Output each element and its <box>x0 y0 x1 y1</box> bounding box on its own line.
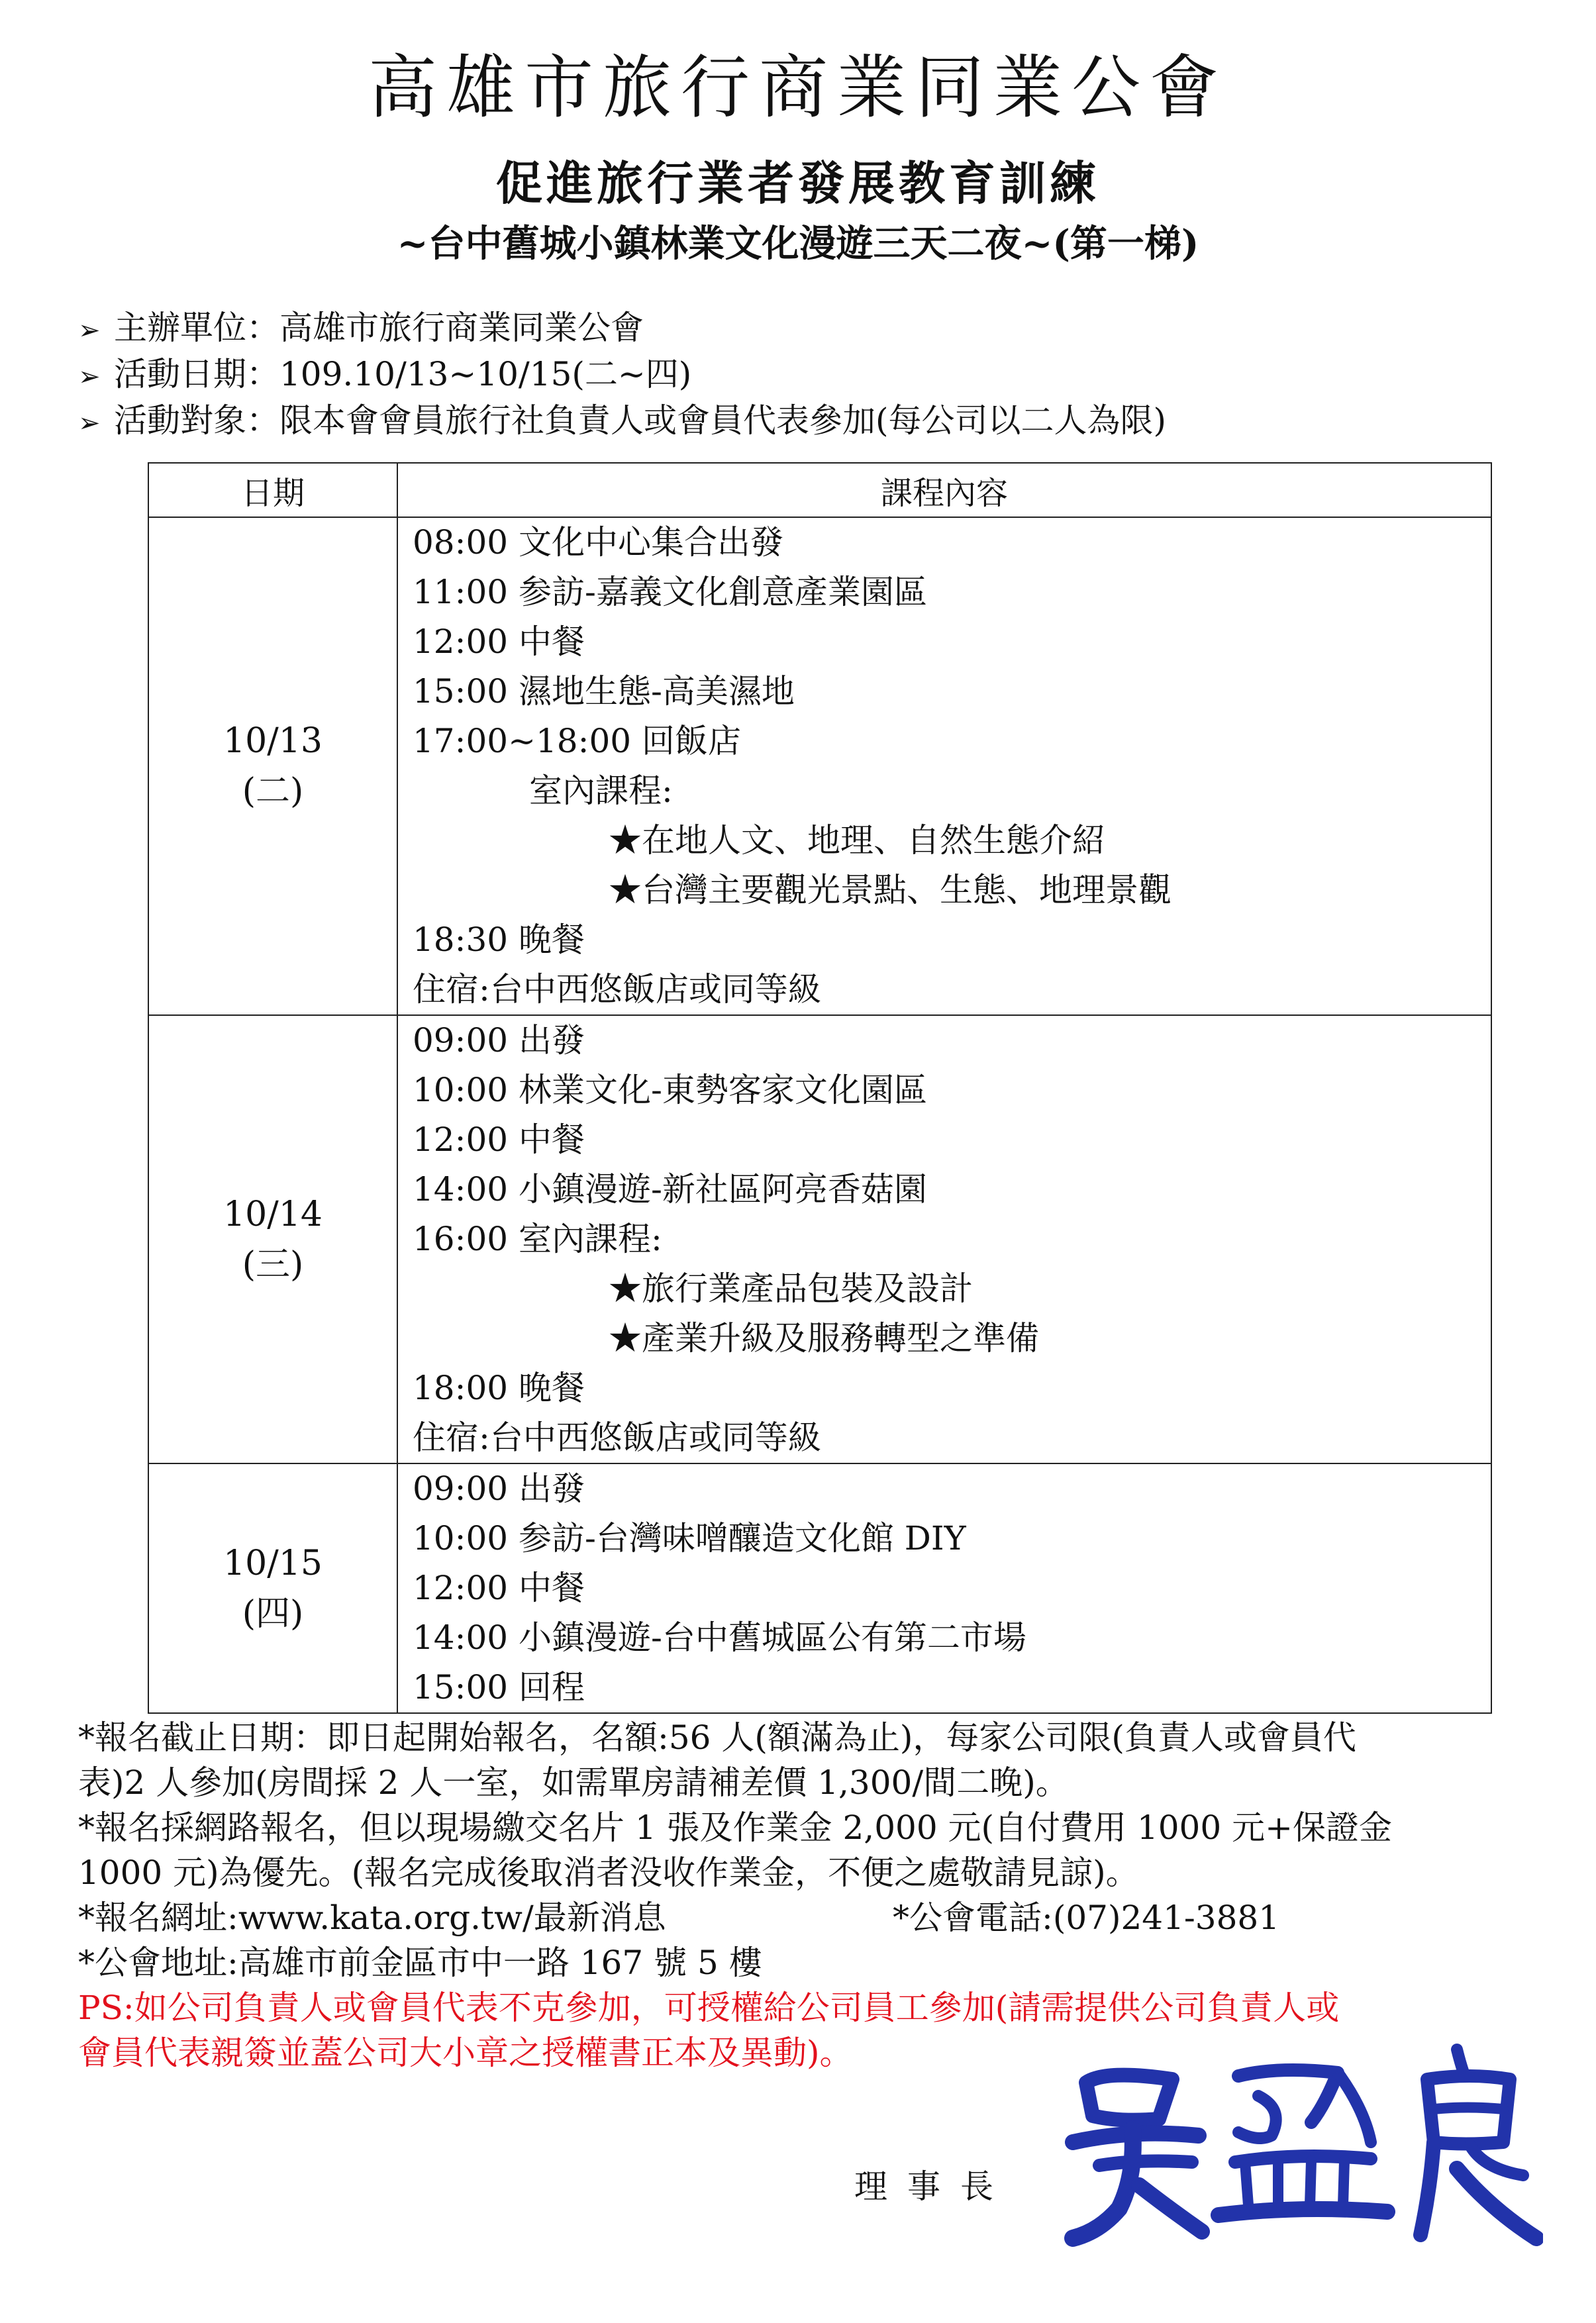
header-date: 日期 <box>148 463 397 517</box>
arrow-bullet-icon: ➢ <box>78 315 101 346</box>
weekday: (三) <box>242 1244 304 1285</box>
list-item: 住宿:台中西悠飯店或同等級 <box>413 970 821 1009</box>
list-item: 12:00 中餐 <box>413 1569 585 1607</box>
header-content: 課程內容 <box>397 463 1491 517</box>
date: 10/15 <box>223 1543 323 1583</box>
note-address: *公會地址:高雄市前金區市中一路 167 號 5 樓 <box>78 1944 762 1982</box>
list-item: 18:30 晚餐 <box>413 920 585 959</box>
info-dates <box>78 351 1535 397</box>
list-item: 15:00 濕地生態-高美濕地 <box>413 672 795 711</box>
chairman-title: 理事長 <box>854 2167 1013 2206</box>
event-title: 促進旅行業者發展教育訓練 <box>496 156 1100 211</box>
note-line: 1000 元)為優先。(報名完成後取消者没收作業金，不便之處敬請見諒)。 <box>78 1853 1139 1892</box>
date-cell <box>148 1015 397 1463</box>
list-item: 10:00 林業文化-東勢客家文化園區 <box>413 1071 927 1109</box>
arrow-bullet-icon: ➢ <box>78 362 101 392</box>
list-item: 17:00~18:00 回飯店 <box>413 722 741 760</box>
org-title: 高雄市旅行商業同業公會 <box>368 47 1228 128</box>
note-line: *報名截止日期：即日起開始報名，名額:56 人(額滿為止)，每家公司限(負責人或會員代 <box>78 1718 1356 1757</box>
list-item: 12:00 中餐 <box>413 1120 585 1159</box>
list-item: ★在地人文、地理、自然生態介紹 <box>609 821 1105 860</box>
list-item: ★台灣主要觀光景點、生態、地理景觀 <box>609 871 1172 909</box>
registration-url: *報名網址:www.kata.org.tw/最新消息 <box>78 1899 666 1937</box>
list-item: ★旅行業產品包裝及設計 <box>609 1269 973 1308</box>
date-cell <box>148 517 397 1015</box>
arrow-bullet-icon: ➢ <box>78 408 101 438</box>
info-dates-text: 活動日期：109.10/13~10/15(二~四) <box>114 355 692 393</box>
list-item: 09:00 出發 <box>413 1021 585 1060</box>
note-registration-method <box>78 1805 1562 1895</box>
ps-line: 會員代表親簽並蓋公司大小章之授權書正本及異動)。 <box>78 2034 853 2072</box>
list-item: 11:00 参訪-嘉義文化創意產業園區 <box>413 573 927 611</box>
date: 10/14 <box>223 1194 323 1234</box>
schedule-table <box>148 462 1492 1714</box>
ps-line: PS:如公司負責人或會員代表不克參加，可授權給公司員工參加(請需提供公司負責人或 <box>78 1989 1340 2027</box>
event-subtitle: ~台中舊城小鎮林業文化漫遊三天二夜~(第一梯) <box>397 222 1199 266</box>
list-item: 16:00 室內課程: <box>413 1220 662 1258</box>
info-organizer <box>78 305 1535 351</box>
event-info <box>78 305 1535 444</box>
list-item: 14:00 小鎮漫遊-台中舊城區公有第二市場 <box>413 1618 1026 1657</box>
list-item: 14:00 小鎮漫遊-新社區阿亮香菇園 <box>413 1170 927 1209</box>
list-item: 室內課程: <box>529 771 673 810</box>
note-contact <box>78 1895 1562 1940</box>
notes <box>78 1715 1562 2075</box>
date: 10/13 <box>223 721 323 761</box>
list-item: 住宿:台中西悠飯店或同等級 <box>413 1418 821 1457</box>
list-item: 18:00 晚餐 <box>413 1369 585 1407</box>
note-registration-deadline <box>78 1715 1562 1805</box>
table-row <box>148 1015 1491 1463</box>
info-organizer-text: 主辦單位：高雄市旅行商業同業公會 <box>114 309 644 347</box>
note-line: *報名採網路報名，但以現場繳交名片 1 張及作業金 2,000 元(自付費用 1000 元+保證金 <box>78 1808 1392 1847</box>
list-item: 15:00 回程 <box>413 1668 585 1706</box>
schedule-cell <box>397 1015 1491 1463</box>
table-row <box>148 1463 1491 1713</box>
phone-number: *公會電話:(07)241-3881 <box>893 1899 1280 1937</box>
list-item: 08:00 文化中心集合出發 <box>413 523 783 562</box>
schedule-cell <box>397 517 1491 1015</box>
schedule-cell <box>397 1463 1491 1713</box>
note-line: 表)2 人參加(房間採 2 人一室，如需單房請補差價 1,300/間二晚)。 <box>78 1763 1069 1802</box>
list-item: 09:00 出發 <box>413 1469 585 1508</box>
list-item: 12:00 中餐 <box>413 622 585 661</box>
list-item: 10:00 参訪-台灣味噌釀造文化館 DIY <box>413 1519 966 1557</box>
list-item: ★產業升級及服務轉型之準備 <box>609 1319 1039 1358</box>
info-audience-text: 活動對象：限本會會員旅行社負責人或會員代表參加(每公司以二人為限) <box>114 401 1167 440</box>
signature <box>1060 2043 1543 2248</box>
info-audience <box>78 397 1535 444</box>
table-header-row <box>148 463 1491 517</box>
table-row <box>148 517 1491 1015</box>
weekday: (二) <box>242 771 304 811</box>
weekday: (四) <box>242 1593 304 1634</box>
date-cell <box>148 1463 397 1713</box>
